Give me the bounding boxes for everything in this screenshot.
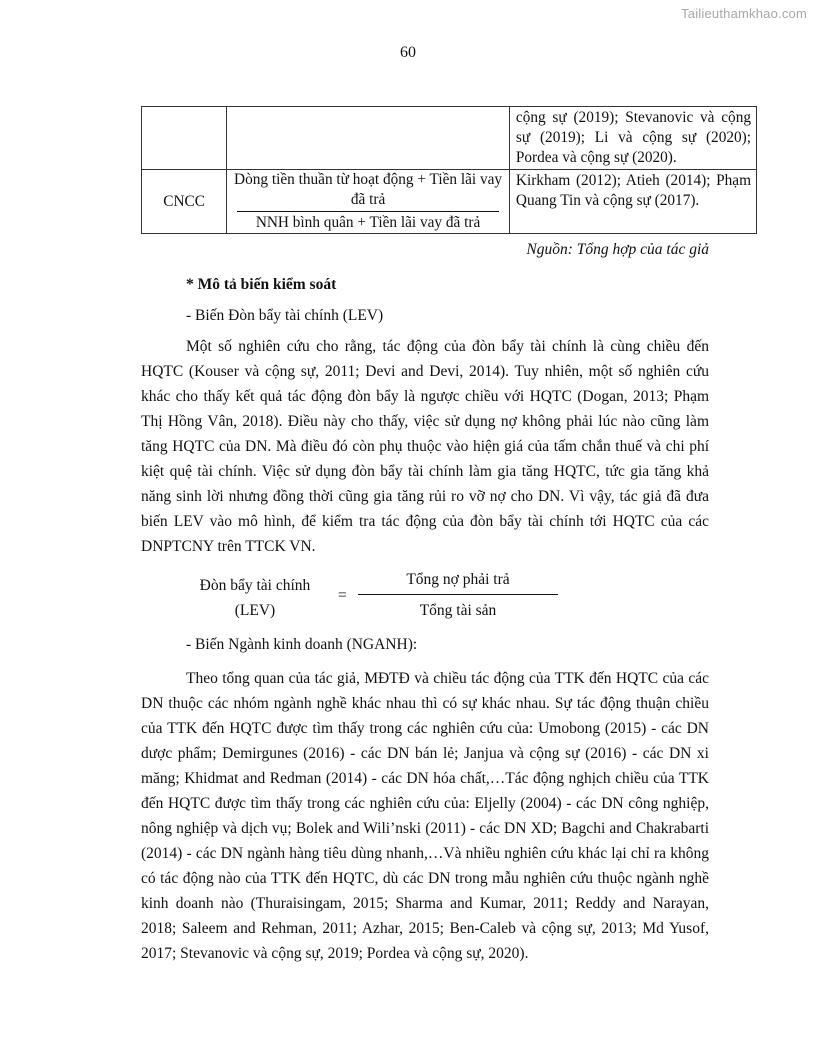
- variable-code-cell: CNCC: [142, 170, 227, 234]
- variable-code-cell: [142, 107, 227, 170]
- sources-cell: Kirkham (2012); Atieh (2014); Phạm Quang Tin và cộng sự (2017).: [509, 170, 756, 234]
- table-row: [142, 107, 757, 170]
- variables-table: [141, 106, 757, 234]
- formula-lhs: [190, 573, 320, 623]
- formula-lhs-name: Đòn bẩy tài chính: [199, 577, 311, 594]
- section-heading: * Mô tả biến kiểm soát: [186, 276, 337, 293]
- lev-bullet: - Biến Đòn bẩy tài chính (LEV): [186, 307, 384, 324]
- formula-denominator: NNH bình quân + Tiền lãi vay đã trả: [255, 214, 481, 231]
- formula-cell: [227, 107, 510, 170]
- formula-denominator: Tổng tài sản: [419, 602, 497, 619]
- table-row: [142, 170, 757, 234]
- formula-lhs-symbol: (LEV): [234, 602, 276, 619]
- formula-numerator: Tổng nợ phải trả: [406, 571, 510, 588]
- nganh-paragraph: Theo tổng quan của tác giả, MĐTĐ và chiều tác động của TTK đến HQTC của các DN thuộc các nhóm ngành nghề khác nhau thì có sự khác nhau. Sự tác động thuận chiều của TTK đến HQTC được tìm thấy trong các nghiên cứu của: Umobong (2015) - các DN dược phẩm; Demirgunes (2016) - các DN bán lẻ; Janjua và cộng sự (2016) - các DN xi măng; Khidmat and Redman (2014) - các DN hóa chất,…Tác động nghịch chiều của TTK đến HQTC được tìm thấy trong các nghiên cứu của: Eljelly (2004) - các DN công nghiệp, nông nghiệp và dịch vụ; Bolek and Wili’nski (2011) - các DN XD; Bagchi and Chakrabarti (2014) - các DN ngành hàng tiêu dùng nhanh,…Và nhiều nghiên cứu khác lại chỉ ra không có tác động nào của TTK đến HQTC, dù các DN trong mẫu nghiên cứu thuộc ngành nghề kinh doanh nào (Thuraisingam, 2015; Sharma and Kumar, 2011; Reddy and Narayan, 2018; Saleem and Rehman, 2011; Azhar, 2015; Ben-Caleb và cộng sự, 2013; Md Yusof, 2017; Stevanovic và cộng sự, 2019; Pordea và cộng sự, 2020).: [141, 670, 709, 962]
- source-note: Nguồn: Tổng hợp của tác giả: [526, 241, 709, 258]
- formula-cell: [227, 170, 510, 234]
- lev-paragraph: Một số nghiên cứu cho rằng, tác động của đòn bẩy tài chính là cùng chiều đến HQTC (Kouser và cộng sự, 2011; Devi and Devi, 2014). Tuy nhiên, một số nghiên cứu khác cho thấy kết quả tác động đòn bẩy là ngược chiều với HQTC (Dogan, 2013; Phạm Thị Hồng Vân, 2018). Điều này cho thấy, việc sử dụng nợ không phải lúc nào cũng làm tăng HQTC của DN. Mà điều đó còn phụ thuộc vào hiện giá của tấm chắn thuế và chi phí kiệt quệ tài chính. Việc sử dụng đòn bẩy tài chính làm gia tăng HQTC, tức gia tăng khả năng sinh lời nhưng đồng thời cũng gia tăng rủi ro vỡ nợ cho DN. Vì vậy, tác giả đã đưa biến LEV vào mô hình, để kiểm tra tác động của đòn bẩy tài chính tới HQTC của các DNPTCNY trên TTCK VN.: [141, 338, 709, 555]
- nganh-bullet: - Biến Ngành kinh doanh (NGANH):: [186, 636, 418, 653]
- page-number: 60: [400, 44, 416, 61]
- sources-cell: cộng sự (2019); Stevanovic và cộng sự (2019); Li và cộng sự (2020); Pordea và cộng sự (2020).: [509, 107, 756, 170]
- fraction-bar: [358, 594, 558, 595]
- formula-numerator: Dòng tiền thuần từ hoạt động + Tiền lãi vay đã trả: [234, 171, 503, 208]
- watermark: Tailieuthamkhao.com: [681, 6, 807, 21]
- equals-sign: =: [338, 587, 347, 604]
- lev-formula: [190, 571, 570, 623]
